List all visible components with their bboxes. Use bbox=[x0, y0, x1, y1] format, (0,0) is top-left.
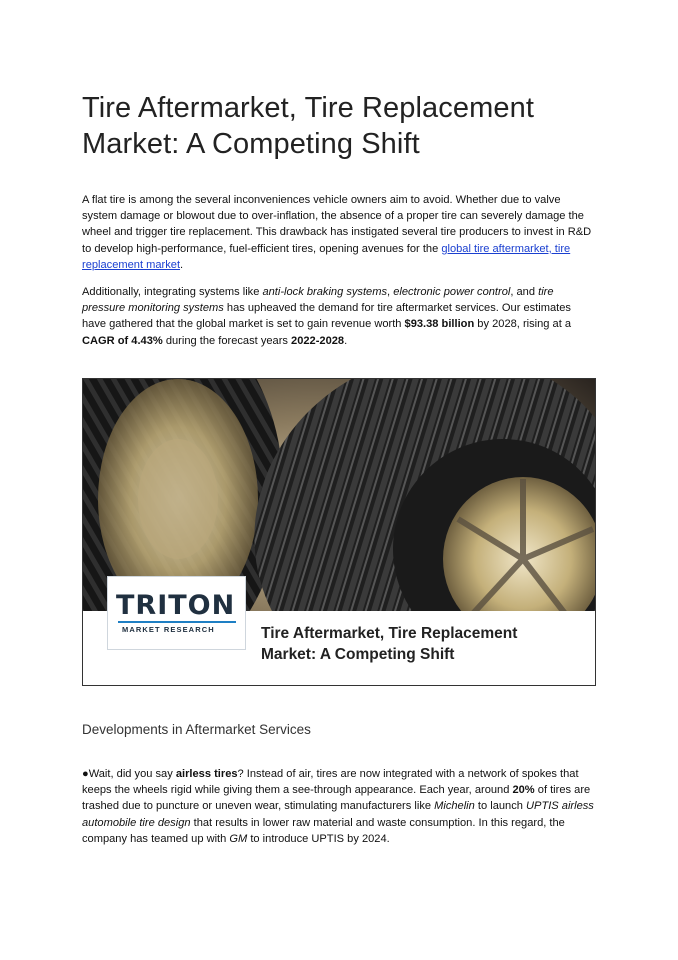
triton-logo bbox=[107, 576, 246, 650]
systems-paragraph bbox=[82, 284, 598, 349]
emphasis-tpms: tire pressure monitoring systems bbox=[82, 286, 554, 315]
emphasis-abs: anti-lock braking systems bbox=[262, 286, 388, 298]
cagr-value: CAGR of 4.43% bbox=[82, 334, 163, 347]
intro-end: . bbox=[180, 258, 184, 271]
logo-subtitle: MARKET RESEARCH bbox=[122, 625, 215, 634]
text-run: . bbox=[344, 334, 348, 347]
forecast-years: 2022-2028 bbox=[291, 334, 345, 347]
page-title: Tire Aftermarket, Tire Replacement Market: A Competing Shift bbox=[82, 92, 534, 160]
section-heading: Developments in Aftermarket Services bbox=[82, 722, 311, 737]
text-run: that results in lower raw material and waste consumption. In this regard, the company has teamed up with bbox=[82, 816, 565, 845]
percent-value: 20% bbox=[512, 784, 535, 797]
market-report-link[interactable]: global tire aftermarket, tire replacement market bbox=[82, 242, 571, 271]
brand-gm: GM bbox=[229, 832, 248, 845]
text-run: , bbox=[387, 286, 394, 298]
banner-line-2: Market: A Competing Shift bbox=[261, 646, 455, 663]
airless-paragraph bbox=[82, 766, 598, 847]
text-run: to introduce UPTIS by 2024. bbox=[247, 832, 390, 845]
emphasis-epc: electronic power control bbox=[393, 286, 511, 298]
text-run: during the forecast years bbox=[162, 334, 292, 347]
intro-text: A flat tire is among the several inconveniences vehicle owners aim to avoid. Whether due to valve system damage or blowout due to over-inflation, the absence of a proper tire can severely damage the wheel and trigger tire replacement. This drawback has instigated several tire producers to invest in R&D to develop high-performance, fuel-efficient tires, opening avenues for the bbox=[82, 194, 592, 255]
text-run: to launch bbox=[474, 800, 527, 813]
product-uptis: UPTIS airless automobile tire design bbox=[82, 800, 594, 829]
text-run: ? Instead of air, tires are now integrated with a network of spokes that keeps the wheels rigid while giving them a see-through appearance. Each year, around bbox=[82, 768, 579, 797]
bullet-icon: ● bbox=[82, 768, 89, 780]
logo-wordmark: TRITON bbox=[116, 590, 236, 621]
airless-tires-term: airless tires bbox=[175, 768, 238, 780]
intro-paragraph bbox=[82, 192, 598, 273]
hero-image bbox=[82, 378, 596, 686]
banner-line-1: Tire Aftermarket, Tire Replacement bbox=[261, 625, 518, 642]
text-run: Wait, did you say bbox=[88, 768, 176, 780]
revenue-value: $93.38 billion bbox=[404, 318, 475, 331]
brand-michelin: Michelin bbox=[434, 800, 475, 813]
logo-underline bbox=[118, 621, 236, 623]
text-run: by 2028, rising at a bbox=[474, 318, 572, 331]
text-run: , and bbox=[510, 286, 539, 298]
text-run: Additionally, integrating systems like bbox=[82, 286, 263, 298]
banner-title bbox=[261, 623, 591, 665]
text-run: has upheaved the demand for tire aftermarket services. Our estimates have gathered that the global market is set to gain revenue worth bbox=[82, 302, 571, 331]
text-run: of tires are trashed due to puncture or uneven wear, stimulating manufacturers like bbox=[82, 784, 591, 813]
